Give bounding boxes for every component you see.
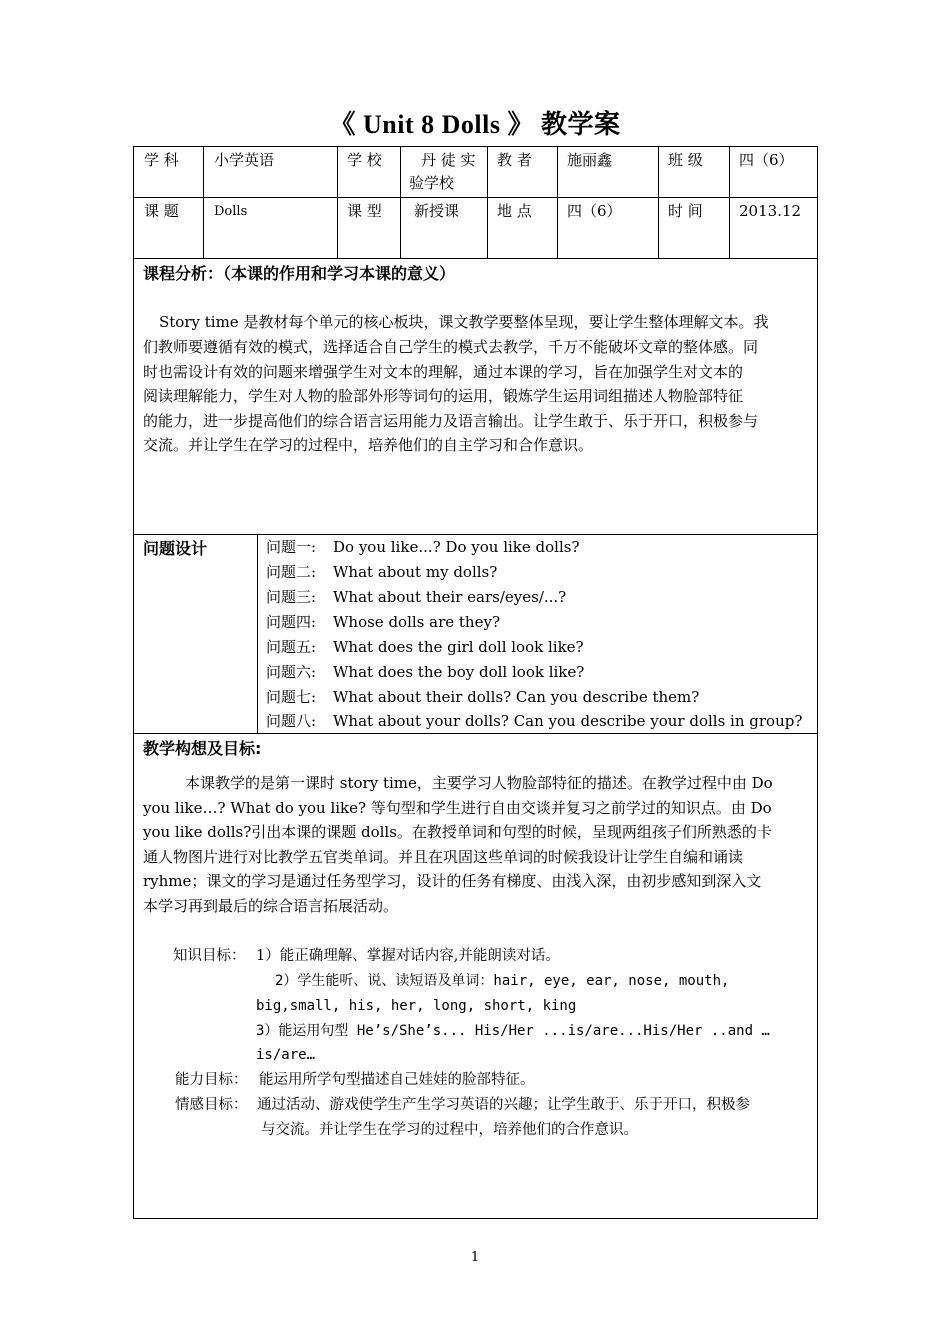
row-divider [133,197,818,198]
analysis-heading: 课程分析：（本课的作用和学习本课的意义） [143,264,456,283]
question-item [266,685,699,710]
design-line: you like…? What do you like? 等句型和学生进行自由交谈并复习之前学过的知识点。由 Do [143,799,772,817]
column-divider [487,146,488,258]
teacher-label: 教 者 [497,151,532,169]
subject-value: 小学英语 [214,151,275,169]
question-label: 问题二: [266,563,317,581]
class-value: 四（6） [739,151,794,169]
design-line: ryhme；课文的学习是通过任务型学习，设计的任务有梯度、由浅入深，由初步感知到深入文 [143,872,762,890]
column-divider [257,534,258,733]
emotion-goal-text: 通过活动、游戏使学生产生学习英语的兴趣；让学生敢于、乐于开口，积极参 [257,1097,750,1113]
question-text: What about their dolls? Can you describe them? [333,688,700,706]
questions-heading: 问题设计 [143,539,208,558]
ability-goal-label: 能力目标： [175,1072,248,1088]
knowledge-goal-3: 3）能运用句型 He’s/She’s... His/Her ...is/are...His/Her ..and … [256,1023,770,1039]
question-label: 问题一: [266,538,317,556]
analysis-line: Story time 是教材每个单元的核心板块，课文教学要整体呈现，要让学生整体理解文本。我 [159,313,769,331]
column-divider [658,146,659,258]
question-item [266,635,584,660]
question-label: 问题六: [266,663,317,681]
school-value-line1: 丹 徒 实 [421,151,476,169]
question-text: What about their ears/eyes/...? [333,588,567,606]
page-number: 1 [470,1250,480,1265]
topic-value: Dolls [214,204,248,219]
design-heading: 教学构想及目标: [143,739,262,758]
question-item [266,660,584,685]
column-divider [337,146,338,258]
design-line: 通人物图片进行对比教学五官类单词。并且在巩固这些单词的时候我设计让学生自编和诵读 [143,848,744,866]
emotion-goal-label: 情感目标： [175,1097,248,1113]
question-item [266,585,566,610]
question-label: 问题八: [266,712,317,730]
question-text: What does the boy doll look like? [333,663,585,681]
question-label: 问题三: [266,588,317,606]
school-value-line2: 验学校 [409,174,455,192]
analysis-line: 们教师要遵循有效的模式，选择适合自己学生的模式去教学，千万不能破坏文章的整体感。同 [143,338,759,356]
column-divider [557,146,558,258]
knowledge-goal-2-cont: big,small, his, her, long, short, king [256,998,577,1014]
question-item [266,535,580,560]
column-divider [400,146,401,258]
document-title: 《 Unit 8 Dolls 》 教学案 [329,110,621,139]
design-line: 本学习再到最后的综合语言拓展活动。 [143,897,399,915]
type-label: 课 型 [347,202,382,220]
question-label: 问题七: [266,688,317,706]
knowledge-goal-1: 1）能正确理解、掌握对话内容,并能朗读对话。 [256,948,560,964]
ability-goal-text: 能运用所学句型描述自己娃娃的脸部特征。 [259,1072,535,1088]
question-item [266,560,497,585]
teacher-value: 施丽鑫 [567,151,613,169]
question-text: What about your dolls? Can you describe your dolls in group? [333,712,803,730]
analysis-line: 时也需设计有效的问题来增强学生对文本的理解，通过本课的学习，旨在加强学生对文本的 [143,363,744,381]
school-label: 学 校 [347,151,382,169]
question-text: Do you like...? Do you like dolls? [333,538,580,556]
subject-label: 学 科 [144,151,179,169]
class-label: 班 级 [668,151,703,169]
time-value: 2013.12 [739,202,802,220]
row-divider [133,258,818,259]
analysis-line: 的能力，进一步提高他们的综合语言运用能力及语言输出。让学生敢于、乐于开口，积极参与 [143,412,759,430]
question-label: 问题五: [266,638,317,656]
place-label: 地 点 [497,202,532,220]
analysis-line: 交流。并让学生在学习的过程中，培养他们的自主学习和合作意识。 [143,436,594,454]
question-item [266,709,802,734]
question-text: What about my dolls? [333,563,498,581]
question-label: 问题四: [266,613,317,631]
design-line: you like dolls?引出本课的课题 dolls。在教授单词和句型的时候，呈现两组孩子们所熟悉的卡 [143,823,772,841]
question-text: Whose dolls are they? [333,613,500,631]
type-value: 新授课 [414,202,460,220]
emotion-goal-text-cont: 与交流。并让学生在学习的过程中，培养他们的合作意识。 [261,1122,638,1138]
knowledge-goal-label: 知识目标： [173,948,246,964]
analysis-line: 阅读理解能力，学生对人物的脸部外形等词句的运用，锻炼学生运用词组描述人物脸部特征 [143,387,744,405]
column-divider [203,146,204,258]
topic-label: 课 题 [144,202,179,220]
column-divider [729,146,730,258]
knowledge-goal-2: 2）学生能听、说、读短语及单词：hair, eye, ear, nose, mouth, [275,973,730,989]
design-line: 本课教学的是第一课时 story time，主要学习人物脸部特征的描述。在教学过程中由 Do [185,774,773,792]
time-label: 时 间 [668,202,703,220]
place-value: 四（6） [567,202,622,220]
question-text: What does the girl doll look like? [333,638,584,656]
question-item [266,610,500,635]
knowledge-goal-3-cont: is/are… [256,1047,316,1063]
